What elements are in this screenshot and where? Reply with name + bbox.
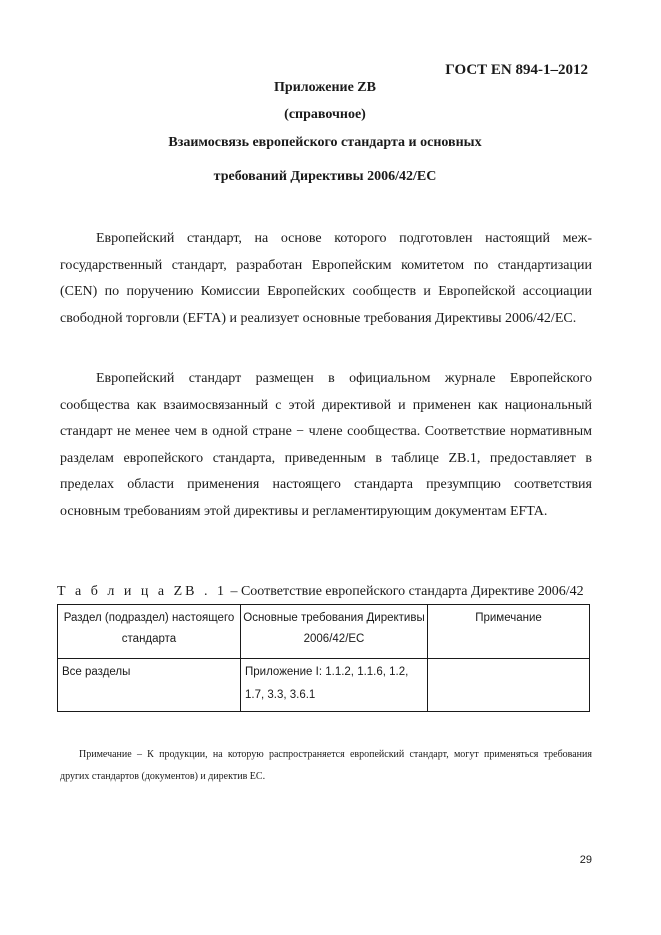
table-caption-label: Т а б л и ц а ZB . 1 [57, 584, 227, 599]
appendix-subtitle: (справочное) [284, 107, 366, 122]
document-code: ГОСТ EN 894-1–2012 [445, 62, 588, 78]
appendix-heading-line2: требований Директивы 2006/42/ЕС [213, 169, 437, 184]
body-paragraph-1: Европейский стандарт, на основе которого подготовлен настоящий межгосударственный стандарт, разработан Европейским комитетом по стандартизации (CEN) по поручению Комиссии Европейских сообществ и Европейской ассоциации свободной торговли (EFTA) и реализует основные требования Директивы 2006/42/ЕС. [60, 231, 592, 326]
footnote: Примечание – К продукции, на которую распространяется европейский стандарт, могут применяться требования других стандартов (документов) и директив ЕС. [60, 749, 592, 782]
requirements-table [57, 604, 590, 712]
page-number: 29 [579, 854, 592, 866]
table-header-section: Раздел (подраздел) настоящего стандарта [58, 605, 241, 659]
table-row [58, 659, 590, 712]
appendix-title: Приложение ZB [274, 80, 376, 95]
table-caption [57, 584, 584, 600]
body-paragraph-2: Европейский стандарт размещен в официальном журнале Европейского сообщества как взаимосвязанный с этой директивой и применен как национальный стандарт не менее чем в одной стране − члене сообщества. Соответствие нормативным разделам европейского стандарта, приведенным в таблице ZB.1, предоставляет в пределах области применения настоящего стандарта презумпцию соответствия основным требованиям этой директивы и регламентирующим документам EFTA. [60, 371, 592, 519]
table-header-requirements: Основные требования Директивы 2006/42/ЕС [241, 605, 428, 659]
table-cell-section: Все разделы [58, 659, 241, 712]
table-header-row [58, 605, 590, 659]
table-header-note: Примечание [428, 605, 590, 659]
table-cell-requirements: Приложение I: 1.1.2, 1.1.6, 1.2, 1.7, 3.3, 3.6.1 [241, 659, 428, 712]
appendix-heading-line1: Взаимосвязь европейского стандарта и основных [168, 135, 482, 150]
table-caption-text: – Соответствие европейского стандарта Директиве 2006/42 [226, 584, 584, 599]
table-cell-note [428, 659, 590, 712]
